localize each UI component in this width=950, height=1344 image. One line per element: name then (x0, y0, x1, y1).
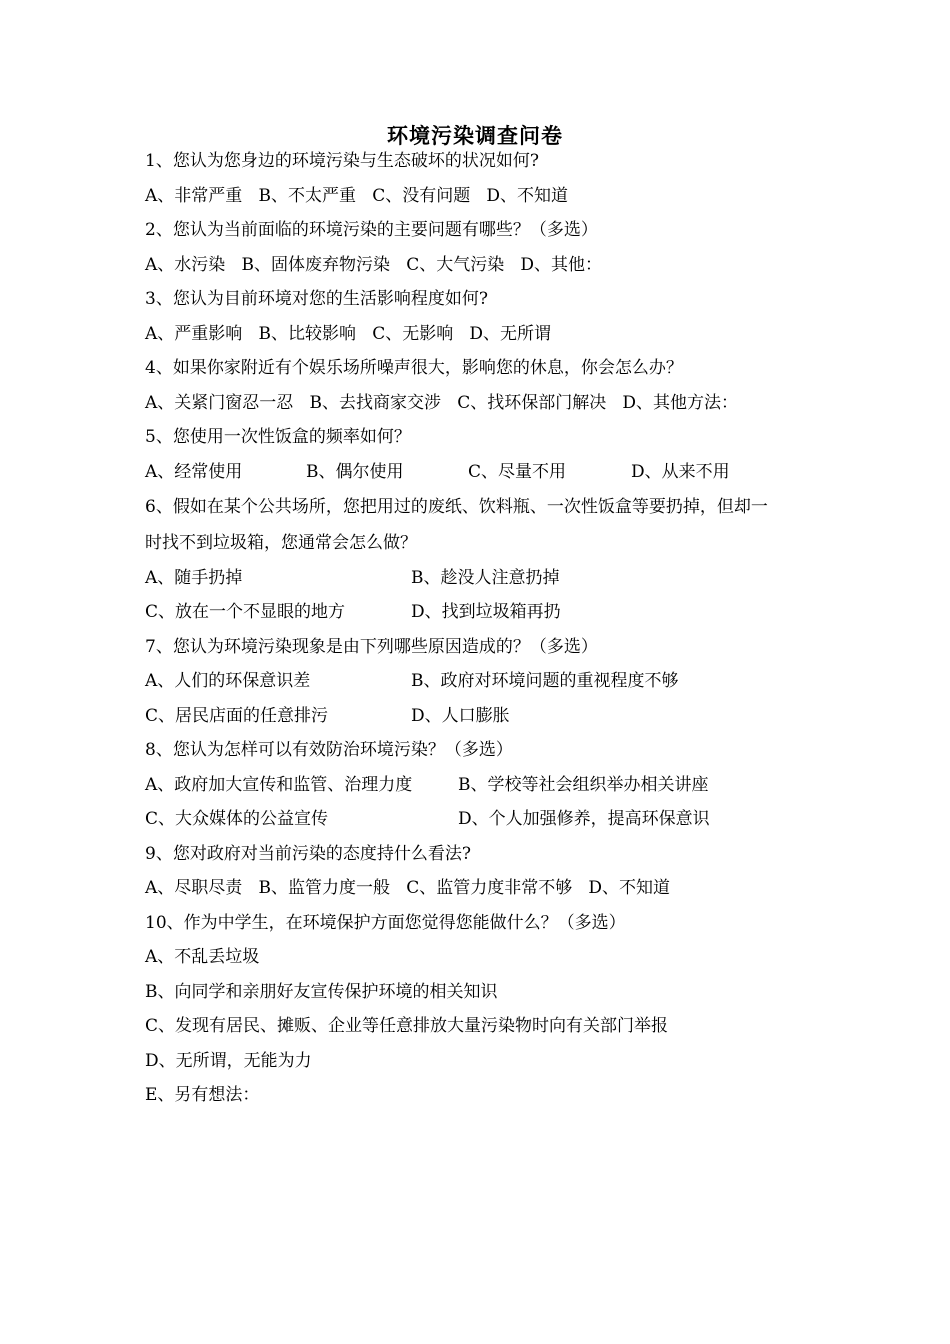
question-7-option-a: A、人们的环保意识差 (145, 671, 311, 691)
question-4-options: A、关紧门窗忍一忍 B、去找商家交涉 C、找环保部门解决 D、其他方法： (145, 393, 739, 413)
question-8-option-c: C、大众媒体的公益宣传 (145, 809, 329, 829)
question-7: 7、您认为环境污染现象是由下列哪些原因造成的？（多选） (145, 637, 598, 657)
question-9-options: A、尽职尽责 B、监管力度一般 C、监管力度非常不够 D、不知道 (145, 878, 671, 898)
question-2-options: A、水污染 B、固体废弃物污染 C、大气污染 D、其他： (145, 255, 603, 275)
question-5-option-c: C、尽量不用 (468, 462, 567, 482)
question-1: 1、您认为您身边的环境污染与生态破坏的状况如何? (145, 151, 539, 171)
question-4: 4、如果你家附近有个娱乐场所噪声很大，影响您的休息，你会怎么办？ (145, 358, 683, 378)
document-title: 环境污染调查问卷 (387, 124, 563, 148)
question-6-line-2: 时找不到垃圾箱，您通常会怎么做？ (145, 533, 417, 553)
question-10-option-b: B、向同学和亲朋好友宣传保护环境的相关知识 (145, 982, 498, 1002)
question-3-options: A、严重影响 B、比较影响 C、无影响 D、无所谓 (145, 324, 552, 344)
question-7-option-c: C、居民店面的任意排污 (145, 706, 329, 726)
question-10-option-c: C、发现有居民、摊贩、企业等任意排放大量污染物时向有关部门举报 (145, 1016, 669, 1036)
question-5: 5、您使用一次性饭盒的频率如何？ (145, 427, 411, 447)
question-10-option-e: E、另有想法： (145, 1085, 260, 1105)
question-1-options: A、非常严重 B、不太严重 C、没有问题 D、不知道 (145, 186, 569, 206)
question-8-option-b: B、学校等社会组织举办相关讲座 (458, 775, 709, 795)
question-8-option-a: A、政府加大宣传和监管、治理力度 (145, 775, 413, 795)
question-7-option-d: D、人口膨胀 (411, 706, 510, 726)
question-5-option-b: B、偶尔使用 (306, 462, 404, 482)
question-9: 9、您对政府对当前污染的态度持什么看法? (145, 844, 471, 864)
question-10-option-d: D、无所谓，无能为力 (145, 1051, 312, 1071)
question-5-option-a: A、经常使用 (145, 462, 243, 482)
question-2: 2、您认为当前面临的环境污染的主要问题有哪些？（多选） (145, 220, 598, 240)
question-7-option-b: B、政府对环境问题的重视程度不够 (411, 671, 679, 691)
question-6-option-a: A、随手扔掉 (145, 568, 243, 588)
question-3: 3、您认为目前环境对您的生活影响程度如何? (145, 289, 488, 309)
question-6-option-c: C、放在一个不显眼的地方 (145, 602, 346, 622)
question-10-option-a: A、不乱丢垃圾 (145, 947, 260, 967)
question-6-option-d: D、找到垃圾箱再扔 (411, 602, 561, 622)
question-5-option-d: D、从来不用 (631, 462, 730, 482)
question-10: 10、作为中学生，在环境保护方面您觉得您能做什么？（多选） (145, 913, 626, 933)
question-6-option-b: B、趁没人注意扔掉 (411, 568, 560, 588)
question-6-line-1: 6、假如在某个公共场所，您把用过的废纸、饮料瓶、一次性饭盒等要扔掉，但却一 (145, 497, 768, 517)
question-8: 8、您认为怎样可以有效防治环境污染？（多选） (145, 740, 513, 760)
question-8-option-d: D、个人加强修养，提高环保意识 (458, 809, 710, 829)
